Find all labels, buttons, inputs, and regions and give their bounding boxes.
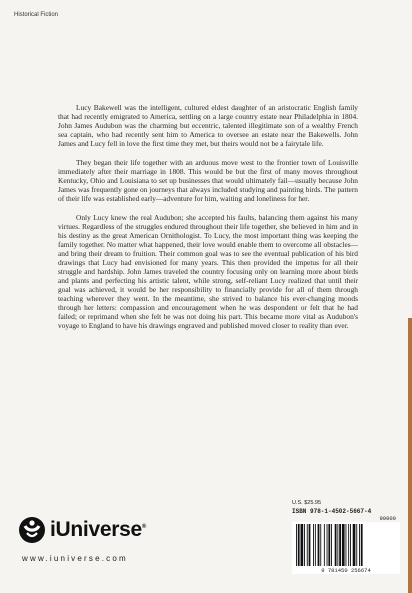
barcode-bar: [327, 524, 328, 566]
barcode-bar: [304, 524, 305, 566]
barcode-bar: [359, 524, 360, 566]
barcode-bar: [307, 524, 308, 566]
isbn-label: ISBN 978-1-4502-5667-4: [292, 508, 372, 515]
publisher-website: www.iuniverse.com: [22, 554, 128, 563]
barcode-bar: [318, 524, 320, 566]
barcode-block: [292, 500, 402, 574]
barcode-bar: [356, 524, 357, 566]
genre-label: Historical Fiction: [14, 12, 59, 18]
barcode-digits: 9 781450 256674: [292, 567, 400, 574]
barcode-bar: [335, 524, 337, 566]
barcode-image: [292, 522, 400, 574]
barcode-bar: [331, 524, 332, 566]
barcode-bar: [350, 524, 351, 566]
blurb-paragraph-1: Lucy Bakewell was the intelligent, cultured eldest daughter of an aristocratic English family that had recently emigrated to America, settling on a large country estate near Philadelphia in 1804. John James Audubon was the charming but eccentric, talented illegitimate son of a wealthy French sea captain, who had recently sent him to America to oversee an estate near the Bakewells. John James and Lucy fell in love the first time they met, but theirs would not be a fairytale life.: [58, 103, 358, 148]
barcode-bar: [346, 524, 347, 566]
barcode-bar: [298, 524, 300, 566]
barcode-bar: [296, 524, 297, 566]
blurb-paragraph-2: They began their life together with an arduous move west to the frontier town of Louisville immediately after their marriage in 1808. This would be but the first of many moves throughout Kentucky, Ohio and Louisiana to set up businesses that would ultimately fail—usually because John James was frequently gone on journeys that always included studying and painting birds. The pattern of their life was established early—adventure for him, waiting and loneliness for her.: [58, 158, 358, 203]
barcode-bar: [301, 524, 304, 566]
barcode-bar: [342, 524, 345, 566]
barcode-bar: [320, 524, 321, 566]
barcode-bar: [337, 524, 338, 566]
barcode-bar: [361, 524, 363, 566]
addon-code: 90000: [379, 515, 396, 522]
spine-accent-strip: [408, 318, 412, 593]
barcode-bar: [324, 524, 325, 566]
barcode-bar: [315, 524, 316, 566]
iuniverse-logo-icon: [18, 516, 46, 544]
price-label: U.S. $25.95: [292, 500, 322, 506]
barcode-bar: [309, 524, 311, 566]
barcode-bar: [339, 524, 341, 566]
blurb-text: [58, 103, 358, 340]
blurb-paragraph-3: Only Lucy knew the real Audubon; she accepted his faults, balancing them against his many virtues. Regardless of the struggles endured throughout their life together, she believed in him and in his destiny as the great American Ornithologist. To Lucy, the most important thing was keeping the family together. No matter what happened, their love would enable them to overcome all obstacles—and bring their dream to fruition. Their common goal was to see the eventual publication of his bird drawings that Lucy had envisioned for many years. This then provided the impetus for all their struggle and hardship. John James traveled the country focusing only on learning more about birds and plants and perfecting his artistic talent, while strong, self-reliant Lucy realized that until their goal was achieved, it would be her responsibility to financially provide for all of them through teaching wherever they went. In the meantime, she strived to balance his ever-changing moods through her letters: compassion and encouragement when he was despondent or felt that he had failed; or reprimand when she felt he was not doing his part. This became more vital as Audubon's voyage to England to have his drawings engraved and published moved closer to reality than ever.: [58, 213, 358, 330]
barcode-bar: [328, 524, 330, 566]
publisher-logo: [18, 516, 146, 544]
barcode-bar: [353, 524, 356, 566]
barcode-bar: [313, 524, 314, 566]
publisher-name: iUniverse®: [50, 518, 146, 541]
barcode-bar: [348, 524, 349, 566]
